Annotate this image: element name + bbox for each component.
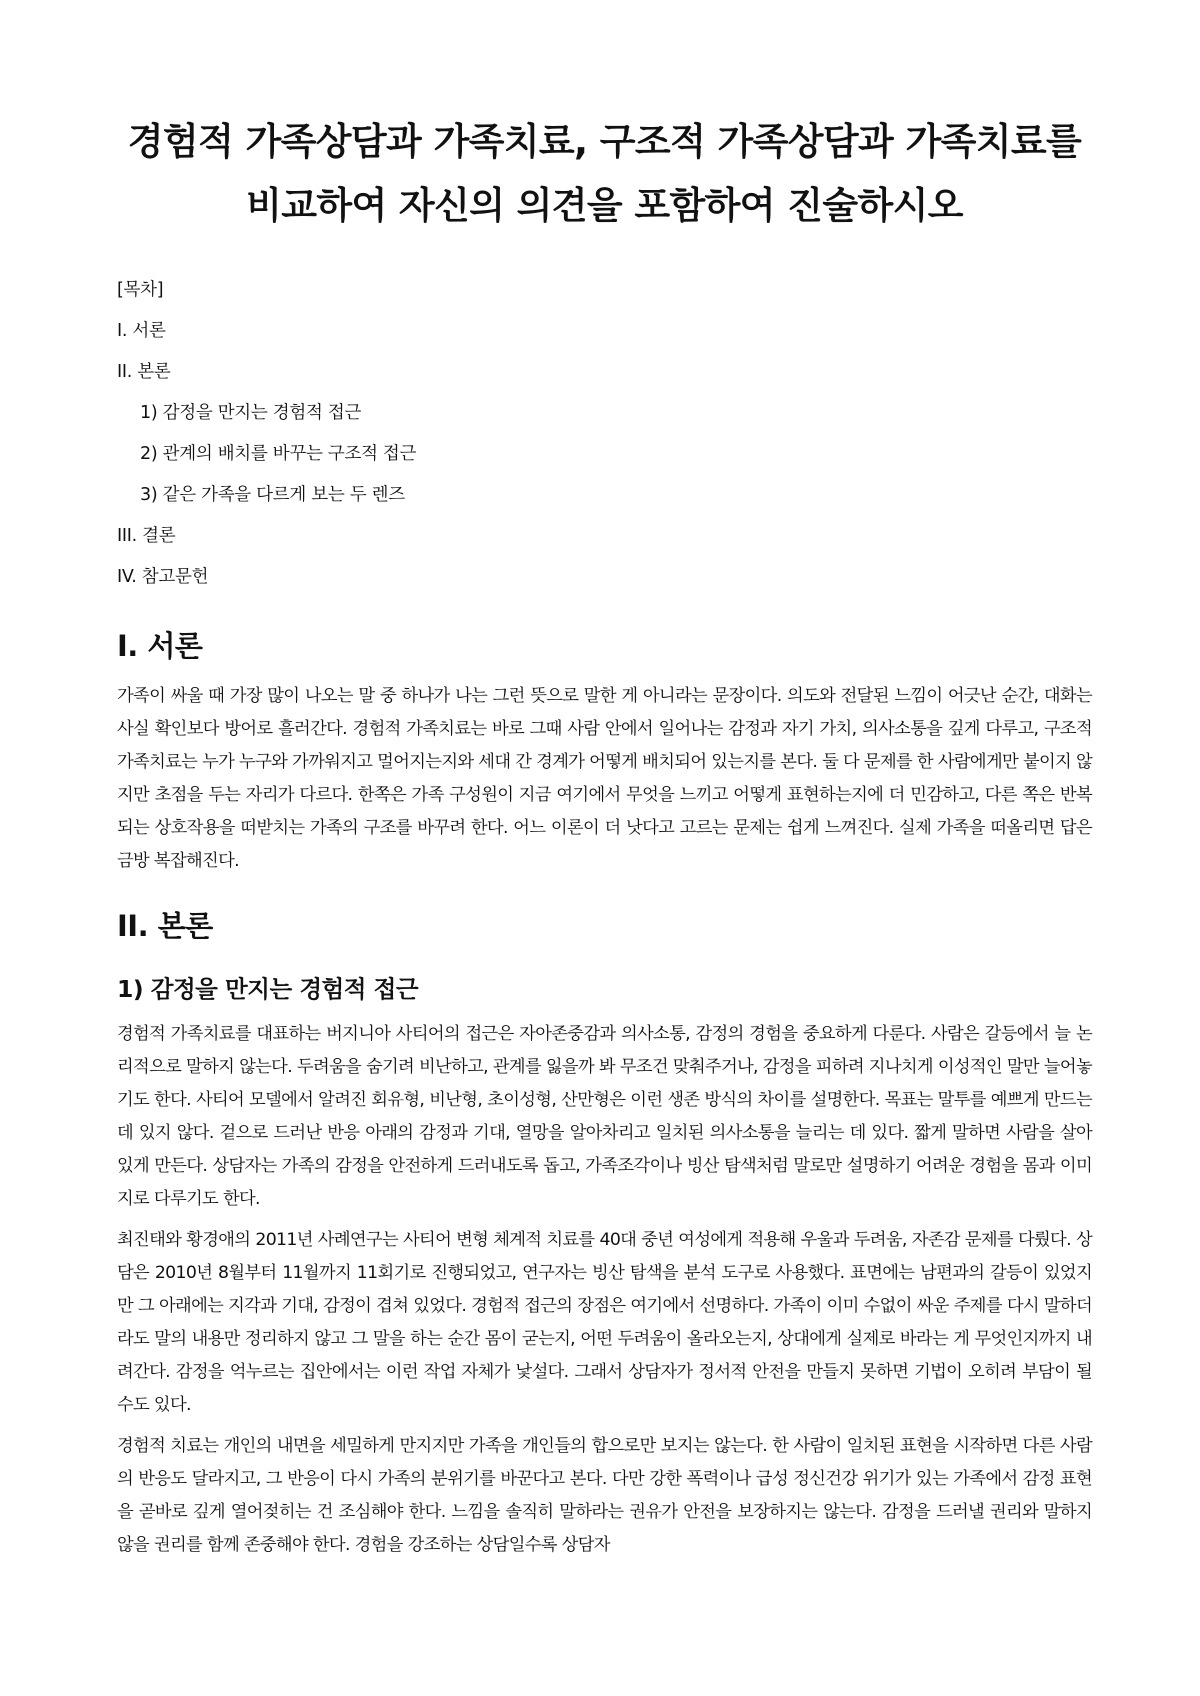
body-paragraph: 경험적 치료는 개인의 내면을 세밀하게 만지지만 가족을 개인들의 합으로만 보지는 않는다. 한 사람이 일치된 표현을 시작하면 다른 사람의 반응도 달라지고, 그 반응이 다시 가족의 분위기를 바꾼다고 본다. 다만 강한 폭력이나 급성 정신건강 위기가 있는 가족에서 감정 표현을 곧바로 깊게 열어젖히는 건 조심해야 한다. 느낌을 솔직히 말하라는 권유가 안전을 보장하지는 않는다. 감정을 드러낼 권리와 말하지 않을 권리를 함께 존중해야 한다. 경험을 강조하는 상담일수록 상담자 xyxy=(117,1436,1092,1555)
body-paragraph: 경험적 가족치료를 대표하는 버지니아 사티어의 접근은 자아존중감과 의사소통, 감정의 경험을 중요하게 다룬다. 사람은 갈등에서 늘 논리적으로 말하지 않는다. 두려움을 숨기려 비난하고, 관계를 잃을까 봐 무조건 맞춰주거나, 감정을 피하려 지나치게 이성적인 말만 늘어놓기도 한다. 사티어 모델에서 알려진 회유형, 비난형, 초이성형, 산만형은 이런 생존 방식의 차이를 설명한다. 목표는 말투를 예쁘게 만드는 데 있지 않다. 겉으로 드러난 반응 아래의 감정과 기대, 열망을 알아차리고 일치된 의사소통을 늘리는 데 있다. 짧게 말하면 사람을 살아 있게 만든다. 상담자는 가족의 감정을 안전하게 드러내도록 돕고, 가족조각이나 빙산 탐색처럼 말로만 설명하기 어려운 경험을 몸과 이미지로 다루기도 한다. xyxy=(117,1024,1092,1209)
toc-item-structural: 2) 관계의 배치를 바꾸는 구조적 접근 xyxy=(140,444,417,464)
section-heading-main-body: II. 본론 xyxy=(117,909,213,943)
toc-label: [목차] xyxy=(117,280,164,300)
document-title-line-1: 경험적 가족상담과 가족치료, 구조적 가족상담과 가족치료를 xyxy=(127,120,1082,163)
table-of-contents xyxy=(117,270,1092,598)
subsection-heading-experiential: 1) 감정을 만지는 경험적 접근 xyxy=(117,975,419,1003)
toc-item-comparison: 3) 같은 가족을 다르게 보는 두 렌즈 xyxy=(140,485,405,505)
body-paragraph: 최진태와 황경애의 2011년 사례연구는 사티어 변형 체계적 치료를 40대 중년 여성에게 적용해 우울과 두려움, 자존감 문제를 다뤘다. 상담은 2010년 8월부터 11월까지 11회기로 진행되었고, 연구자는 빙산 탐색을 분석 도구로 사용했다. 표면에는 남편과의 갈등이 있었지만 그 아래에는 지각과 기대, 감정이 겹쳐 있었다. 경험적 접근의 장점은 여기에서 선명하다. 가족이 이미 수없이 싸운 주제를 다시 말하더라도 말의 내용만 정리하지 않고 그 말을 하는 순간 몸이 굳는지, 어떤 두려움이 올라오는지, 상대에게 실제로 바라는 게 무엇인지까지 내려간다. 감정을 억누르는 집안에서는 이런 작업 자체가 낯설다. 그래서 상담자가 정서적 안전을 만들지 못하면 기법이 오히려 부담이 될 수도 있다. xyxy=(117,1230,1092,1415)
document-title xyxy=(117,0,1092,238)
toc-item-conclusion: III. 결론 xyxy=(117,526,176,546)
toc-item-introduction: I. 서론 xyxy=(117,321,166,341)
introduction-paragraph: 가족이 싸울 때 가장 많이 나오는 말 중 하나가 나는 그런 뜻으로 말한 게 아니라는 문장이다. 의도와 전달된 느낌이 어긋난 순간, 대화는 사실 확인보다 방어로 흘러간다. 경험적 가족치료는 바로 그때 사람 안에서 일어나는 감정과 자기 가치, 의사소통을 깊게 다루고, 구조적 가족치료는 누가 누구와 가까워지고 멀어지는지와 세대 간 경계가 어떻게 배치되어 있는지를 본다. 둘 다 문제를 한 사람에게만 붙이지 않지만 초점을 두는 자리가 다르다. 한쪽은 가족 구성원이 지금 여기에서 무엇을 느끼고 어떻게 표현하는지에 더 민감하고, 다른 쪽은 반복되는 상호작용을 떠받치는 가족의 구조를 바꾸려 한다. 어느 이론이 더 낫다고 고르는 문제는 쉽게 느껴진다. 실제 가족을 떠올리면 답은 금방 복잡해진다. xyxy=(117,686,1092,871)
toc-item-references: IV. 참고문헌 xyxy=(117,567,209,587)
section-heading-introduction: I. 서론 xyxy=(117,629,203,663)
document-title-line-2: 비교하여 자신의 의견을 포함하여 진술하시오 xyxy=(246,184,963,227)
toc-item-main-body: II. 본론 xyxy=(117,362,171,382)
toc-item-experiential: 1) 감정을 만지는 경험적 접근 xyxy=(140,403,362,423)
